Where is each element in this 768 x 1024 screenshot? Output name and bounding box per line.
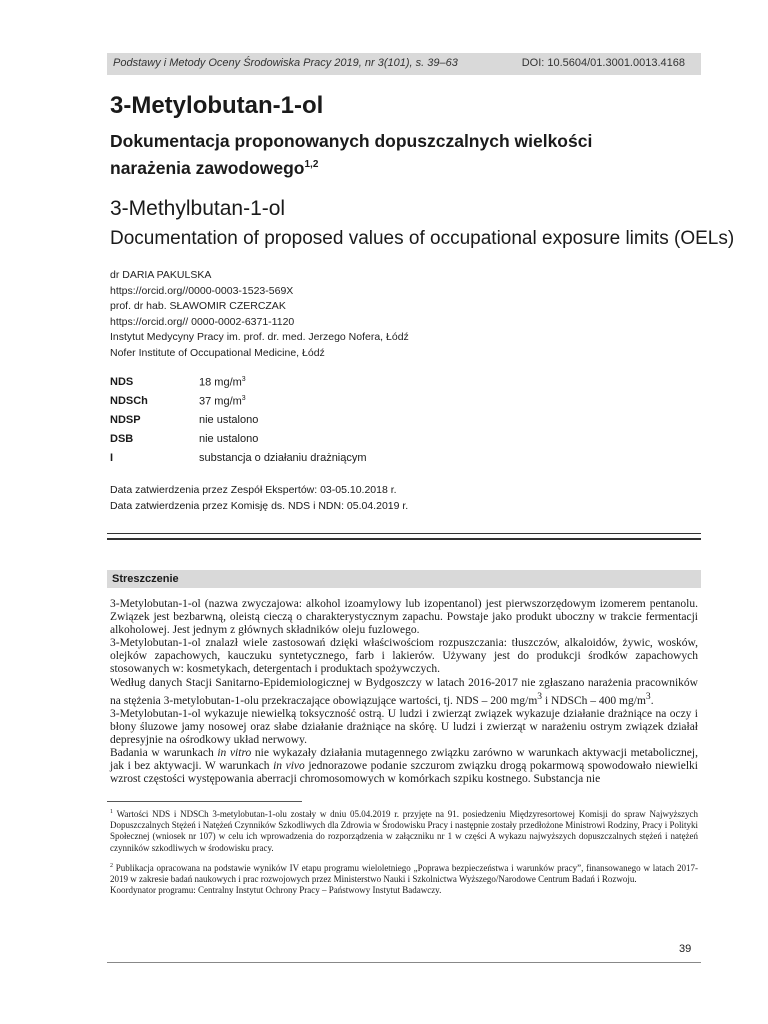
abstract-paragraph: 3-Metylobutan-1-ol (nazwa zwyczajowa: alkohol izoamylowy lub izopentanol) jest pierwszorzędowym izomerem pentanolu. Związek jest bezbarwną, oleistą cieczą o charakterystycznym zapachu. Powstaje jako produkt uboczny w trakcie fermentacji alkoholowej. Jest jednym z głównych składników oleju fuzlowego. xyxy=(110,598,698,637)
author-1-name: dr DARIA PAKULSKA xyxy=(110,269,212,281)
limit-value-text: nie ustalono xyxy=(199,433,259,445)
footnote-text: Wartości NDS i NDSCh 3-metylobutan-1-olu zostały w dniu 05.04.2019 r. przyjęte na 91. posiedzeniu Międzyresortowej Komisji do spraw Najwyższych Dopuszczalnych Stężeń i Natężeń Czynników Szkodliwych dla Zdrowia w Środowisku Pracy i następnie zostały przedłożone Ministrowi Rodziny, Pracy i Polityki Społecznej (wniosek nr 107) w celu ich wprowadzenia do rozporządzenia w załączniku nr 1 w części A wykazu najwyższych dopuszczalnych stężeń i natężeń czynników szkodliwych w środowisku pracy. xyxy=(110,809,698,853)
limit-value xyxy=(199,452,367,464)
limit-key: DSB xyxy=(110,433,134,445)
abstract-paragraph: 3-Metylobutan-1-ol znalazł wiele zastosowań dzięki właściwościom rozpuszczania: tłuszczów, alkaloidów, żywic, wosków, olejków zapachowych, kauczuku syntetycznego, farb i lakierów. Używany jest do produkcji środków zapachowych stosowanych w: kosmetykach, detergentach i produktach spożywczych. xyxy=(110,637,698,676)
limit-value-text: 37 mg/m xyxy=(199,395,242,408)
author-2-orcid-link[interactable]: https://orcid.org// 0000-0002-6371-1120 xyxy=(110,315,295,328)
limit-key: NDSCh xyxy=(110,395,148,407)
journal-citation: Podstawy i Metody Oceny Środowiska Pracy 2019, nr 3(101), s. 39–63 xyxy=(113,57,458,69)
running-header xyxy=(107,53,701,75)
footnote-2-coordinator: Koordynator programu: Centralny Instytut Ochrony Pracy – Państwowy Instytut Badawczy. xyxy=(110,885,442,896)
italic-term: in vivo xyxy=(273,759,305,772)
footnote-text: Publikacja opracowana na podstawie wyników IV etapu programu wieloletniego „Poprawa bezpieczeństwa i warunków pracy”, finansowanego w latach 2017-2019 w zakresie badań naukowych i prac rozwojowych przez Ministerstwo Nauki i Szkolnictwa Wyższego/Narodowe Centrum Badań i Rozwoju. xyxy=(110,862,698,885)
footnote-separator xyxy=(107,801,302,802)
limit-value xyxy=(199,433,258,445)
article-title-polish: 3-Metylobutan-1-ol xyxy=(110,92,324,119)
unit-exponent: 3 xyxy=(537,690,543,702)
doi-identifier[interactable]: DOI: 10.5604/01.3001.0013.4168 xyxy=(521,57,685,69)
limit-key: I xyxy=(110,452,114,464)
page-number: 39 xyxy=(679,943,692,955)
affiliation-english: Nofer Institute of Occupational Medicine, Łódź xyxy=(110,346,325,359)
limit-key: NDSP xyxy=(110,414,141,426)
footer-rule xyxy=(107,962,701,963)
footnote-1 xyxy=(110,807,698,854)
abstract-text: nie wykazały działania mutagennego związku zarówno w warunkach aktywacji metabolicznej, jak i bez aktywacji. W warunkach xyxy=(110,746,698,772)
abstract-paragraph xyxy=(110,747,698,786)
abstract-text: jednorazowe podanie szczurom związku drogą pokarmową spowodowało niewielki wzrost częstości występowania aberracji chromosomowych w komórkach szpiku kostnego. Substancja nie xyxy=(110,759,698,786)
abstract-paragraph xyxy=(110,677,698,708)
abstract-heading: Streszczenie xyxy=(112,573,179,585)
author-2-name: prof. dr hab. SŁAWOMIR CZERCZAK xyxy=(110,300,286,312)
article-subtitle-polish xyxy=(110,130,670,180)
footnotes xyxy=(110,807,698,896)
approval-commission-date: Data zatwierdzenia przez Komisję ds. NDS i NDN: 05.04.2019 r. xyxy=(110,500,409,512)
limit-value-text: substancja o działaniu drażniącym xyxy=(199,452,367,464)
author-1-orcid-link[interactable]: https://orcid.org//0000-0003-1523-569X xyxy=(110,284,294,297)
limit-value-text: 18 mg/m xyxy=(199,376,242,389)
affiliation-polish: Instytut Medycyny Pracy im. prof. dr. med. Jerzego Nofera, Łódź xyxy=(110,331,409,343)
abstract-text: Badania w warunkach xyxy=(110,746,218,759)
footnote-marker: 1 xyxy=(110,809,113,815)
subtitle-footnote-marks: 1,2 xyxy=(304,159,319,170)
approval-experts-date: Data zatwierdzenia przez Zespół Ekspertów: 03-05.10.2018 r. xyxy=(110,484,397,496)
limit-value xyxy=(199,414,258,426)
limit-unit-exponent: 3 xyxy=(241,395,246,402)
footnote-2 xyxy=(110,861,698,885)
limit-value-text: nie ustalono xyxy=(199,414,259,426)
limit-value xyxy=(199,395,246,408)
unit-exponent: 3 xyxy=(645,690,651,702)
article-subtitle-english: Documentation of proposed values of occupational exposure limits (OELs) xyxy=(110,228,735,249)
abstract-text: . xyxy=(650,694,654,707)
limit-value xyxy=(199,376,246,389)
abstract-text: Według danych Stacji Sanitarno-Epidemiologicznej w Bydgoszczy w latach 2016-2017 nie zgłaszano narażenia pracowników na stężenia 3-metylobutan-1-olu przekraczające obowiązujące wartości, tj. NDS – 200 mg/m xyxy=(110,676,698,707)
subtitle-polish-text: Dokumentacja proponowanych dopuszczalnych wielkości narażenia zawodowego xyxy=(110,131,593,178)
limit-key: NDS xyxy=(110,376,134,388)
abstract-body xyxy=(110,598,698,786)
abstract-paragraph: 3-Metylobutan-1-ol wykazuje niewielką toksyczność ostrą. U ludzi i zwierząt związek wykazuje działanie drażniące na oczy i błony śluzowe jamy nosowej oraz słabe działanie drażniące na skórę. U ludzi i zwierząt w narażeniu ostrym związek działał depresyjnie na ośrodkowy układ nerwowy. xyxy=(110,707,698,746)
approval-dates xyxy=(110,482,408,514)
abstract-text: i NDSCh – 400 mg/m xyxy=(542,694,646,707)
abstract-heading-band xyxy=(107,570,701,588)
footnote-marker: 2 xyxy=(110,862,113,869)
limit-unit-exponent: 3 xyxy=(241,376,246,383)
section-divider xyxy=(107,533,701,540)
author-block xyxy=(110,268,409,361)
italic-term: in vitro xyxy=(217,746,252,759)
article-title-english: 3-Methylbutan-1-ol xyxy=(110,197,286,220)
